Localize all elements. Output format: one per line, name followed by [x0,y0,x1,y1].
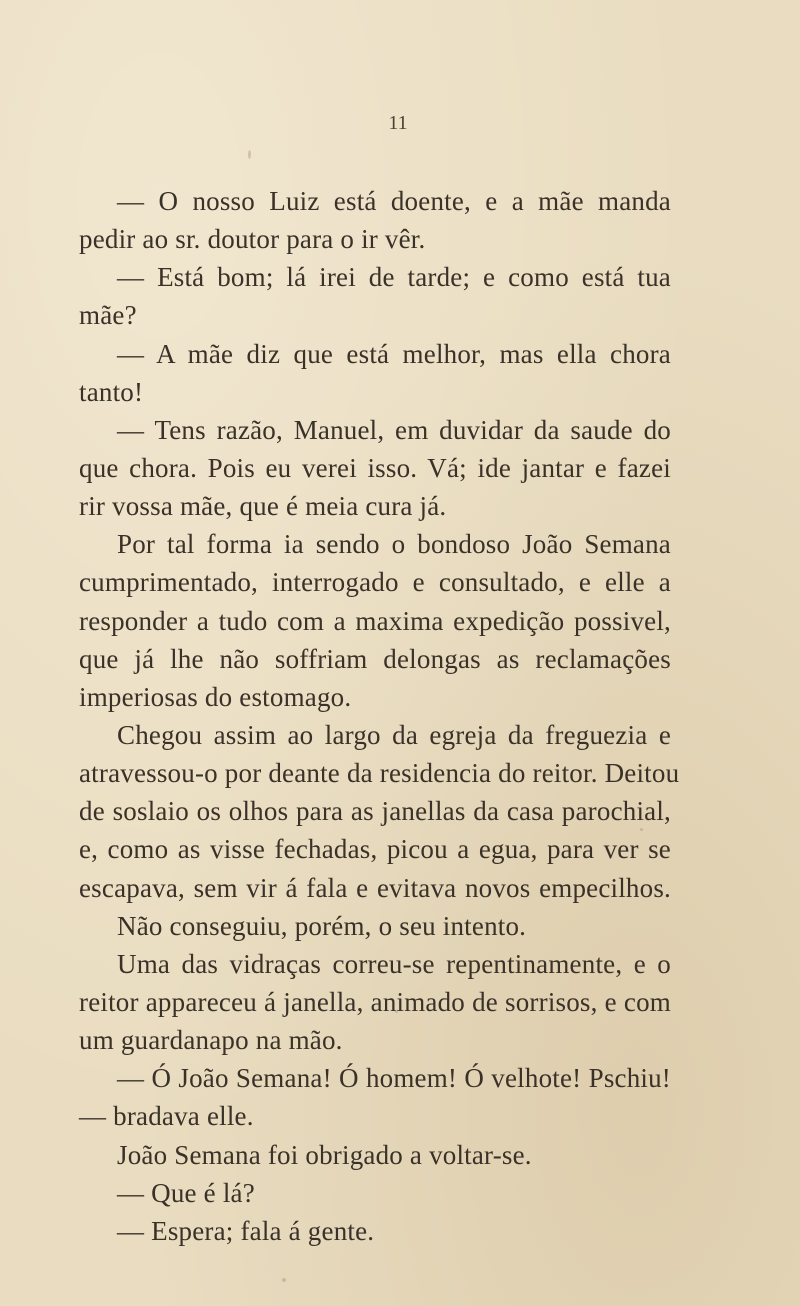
text-line: que já lhe não soffriam delongas as reclamações [79,643,671,674]
text-line: Chegou assim ao largo da egreja da freguezia e [117,719,671,750]
text-line: que chora. Pois eu verei isso. Vá; ide jantar e fazei [79,452,671,483]
text-line: Uma das vidraças correu-se repentinamente, e o [117,948,671,979]
text-line: João Semana foi obrigado a voltar-se. [117,1139,532,1170]
text-line: pedir ao sr. doutor para o ir vêr. [79,224,426,255]
text-line: atravessou-o por deante da residencia do reitor. Deitou [79,758,680,789]
text-line: — Tens razão, Manuel, em duvidar da saude do [117,414,671,445]
text-line: — Que é lá? [117,1177,255,1208]
paper-speck [282,1278,286,1282]
text-line: — bradava elle. [79,1101,254,1132]
text-line: — A mãe diz que está melhor, mas ella chora [117,338,671,369]
text-line: — Ó João Semana! Ó homem! Ó velhote! Pschiu! [117,1063,671,1094]
text-line: — O nosso Luiz está doente, e a mãe manda [117,186,671,216]
text-line: cumprimentado, interrogado e consultado, e elle a [79,567,671,598]
text-line: reitor appareceu á janella, animado de sorrisos, e com [79,986,671,1017]
text-line: imperiosas do estomago. [79,681,352,712]
text-line: Não conseguiu, porém, o seu intento. [117,910,527,941]
page-number: 11 [388,112,408,134]
text-line: rir vossa mãe, que é meia cura já. [79,491,447,522]
text-line: e, como as visse fechadas, picou a egua, para ver se [79,834,671,865]
paper-speck [640,828,643,831]
text-line: um guardanapo na mão. [79,1025,343,1056]
text-line: — Está bom; lá irei de tarde; e como está tua [117,262,671,293]
text-line: escapava, sem vir á fala e evitava novos empecilhos. [79,872,671,903]
text-line: mãe? [79,300,137,331]
paper-speck [248,150,251,159]
text-line: Por tal forma ia sendo o bondoso João Semana [117,529,671,560]
text-line: de soslaio os olhos para as janellas da casa parochial, [79,796,671,827]
text-line: — Espera; fala á gente. [117,1215,375,1246]
paper-speck [395,1010,398,1013]
text-line: tanto! [79,376,144,407]
text-line: responder a tudo com a maxima expedição possivel, [79,605,671,636]
body-text [79,182,680,1250]
